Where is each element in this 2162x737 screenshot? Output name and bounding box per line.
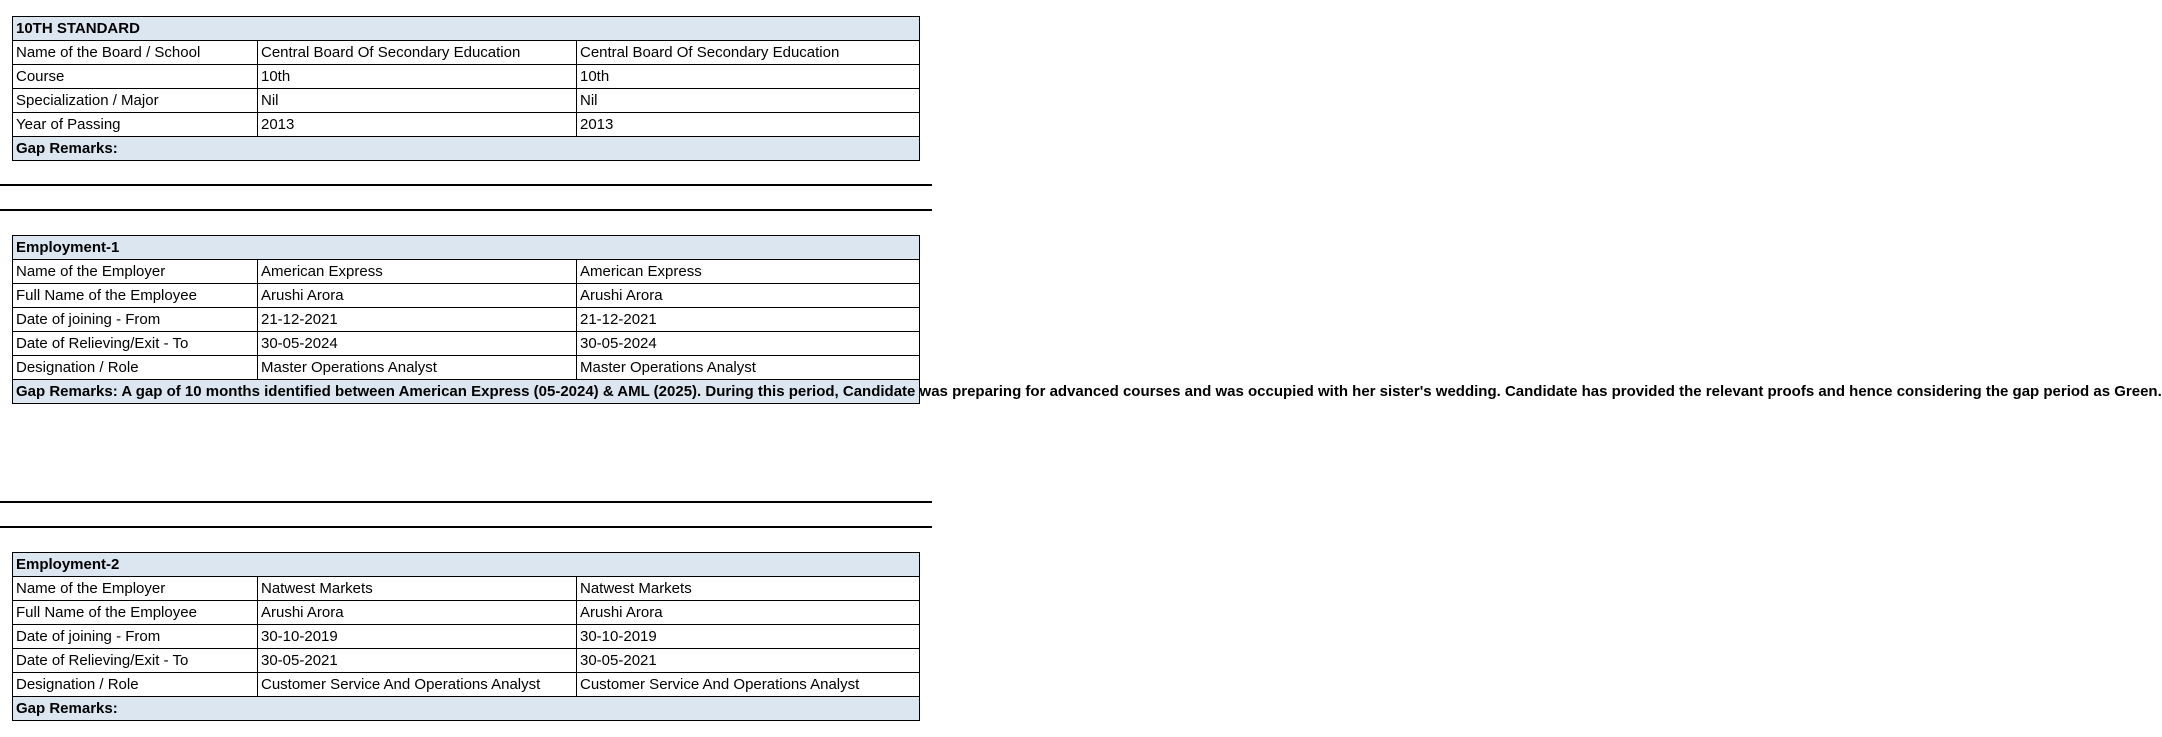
education-10th-table	[12, 16, 920, 161]
row-value-2[interactable]: Arushi Arora	[577, 601, 920, 625]
row-value-1[interactable]: 30-05-2021	[258, 649, 577, 673]
row-value-1[interactable]: 21-12-2021	[258, 308, 577, 332]
row-label: Specialization / Major	[13, 89, 258, 113]
row-value-2[interactable]: Nil	[577, 89, 920, 113]
row-label: Name of the Employer	[13, 577, 258, 601]
row-value-1[interactable]: American Express	[258, 260, 577, 284]
row-value-2[interactable]: Central Board Of Secondary Education	[577, 41, 920, 65]
row-value-1[interactable]: Master Operations Analyst	[258, 356, 577, 380]
row-value-2[interactable]: 30-05-2021	[577, 649, 920, 673]
row-label: Designation / Role	[13, 673, 258, 697]
table-row	[13, 89, 920, 113]
table-row	[13, 356, 920, 380]
divider-line	[0, 526, 932, 528]
row-value-2[interactable]: Natwest Markets	[577, 577, 920, 601]
table-row	[13, 284, 920, 308]
gap-remarks-row	[13, 137, 920, 161]
row-label: Designation / Role	[13, 356, 258, 380]
row-value-2[interactable]: Customer Service And Operations Analyst	[577, 673, 920, 697]
row-value-2[interactable]: American Express	[577, 260, 920, 284]
row-label: Date of Relieving/Exit - To	[13, 332, 258, 356]
section-header-row	[13, 553, 920, 577]
row-value-1[interactable]: Arushi Arora	[258, 284, 577, 308]
table-row	[13, 673, 920, 697]
employment-1-table	[12, 235, 2162, 404]
table-row	[13, 65, 920, 89]
table-row	[13, 625, 920, 649]
table-row	[13, 41, 920, 65]
section-header-row	[13, 17, 920, 41]
gap-remarks[interactable]: Gap Remarks:	[13, 137, 920, 161]
row-label: Full Name of the Employee	[13, 601, 258, 625]
row-value-2[interactable]: 30-05-2024	[577, 332, 920, 356]
table-row	[13, 649, 920, 673]
employment-2-table	[12, 552, 920, 721]
gap-remarks-row	[13, 697, 920, 721]
row-value-1[interactable]: Natwest Markets	[258, 577, 577, 601]
row-value-1[interactable]: 30-10-2019	[258, 625, 577, 649]
row-value-2[interactable]: 21-12-2021	[577, 308, 920, 332]
divider-line	[0, 501, 932, 503]
row-label: Full Name of the Employee	[13, 284, 258, 308]
section-title: 10TH STANDARD	[13, 17, 920, 41]
gap-remarks[interactable]: Gap Remarks: A gap of 10 months identified between American Express (05-2024) & AML (2025). During this period, Candidate was preparing for advanced courses and was occupied with her sister's wedding. Candidate has provided the relevant proofs and hence considering the gap period as Green.	[13, 380, 920, 404]
row-value-2[interactable]: 30-10-2019	[577, 625, 920, 649]
row-value-1[interactable]: Central Board Of Secondary Education	[258, 41, 577, 65]
row-label: Date of joining - From	[13, 308, 258, 332]
row-label: Date of joining - From	[13, 625, 258, 649]
row-value-2[interactable]: 2013	[577, 113, 920, 137]
row-value-1[interactable]: Customer Service And Operations Analyst	[258, 673, 577, 697]
row-value-1[interactable]: Arushi Arora	[258, 601, 577, 625]
row-value-1[interactable]: 2013	[258, 113, 577, 137]
section-title: Employment-1	[13, 236, 920, 260]
row-value-1[interactable]: 30-05-2024	[258, 332, 577, 356]
row-value-1[interactable]: Nil	[258, 89, 577, 113]
row-value-1[interactable]: 10th	[258, 65, 577, 89]
row-value-2[interactable]: 10th	[577, 65, 920, 89]
row-value-2[interactable]: Master Operations Analyst	[577, 356, 920, 380]
table-row	[13, 113, 920, 137]
section-title: Employment-2	[13, 553, 920, 577]
table-row	[13, 332, 920, 356]
divider-line	[0, 209, 932, 211]
gap-remarks-row	[13, 380, 920, 404]
gap-remarks[interactable]: Gap Remarks:	[13, 697, 920, 721]
table-row	[13, 260, 920, 284]
row-label: Course	[13, 65, 258, 89]
table-row	[13, 601, 920, 625]
row-label: Date of Relieving/Exit - To	[13, 649, 258, 673]
section-header-row	[13, 236, 920, 260]
divider-line	[0, 184, 932, 186]
table-row	[13, 308, 920, 332]
row-label: Name of the Board / School	[13, 41, 258, 65]
row-label: Year of Passing	[13, 113, 258, 137]
row-value-2[interactable]: Arushi Arora	[577, 284, 920, 308]
row-label: Name of the Employer	[13, 260, 258, 284]
table-row	[13, 577, 920, 601]
